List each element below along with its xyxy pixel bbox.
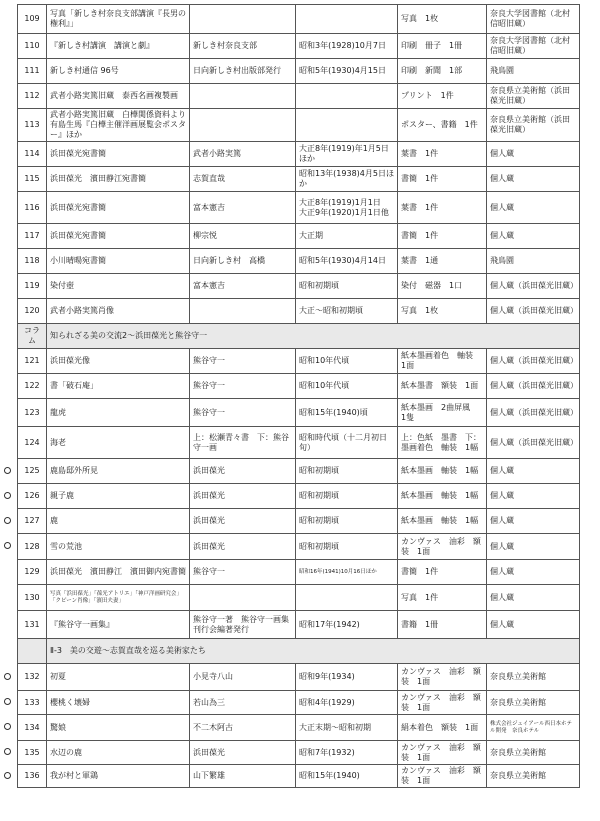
circle-mark-icon <box>4 517 11 524</box>
item-owner: 個人蔵（浜田葆光旧蔵） <box>487 274 580 299</box>
item-owner: 個人蔵 <box>487 224 580 249</box>
item-date: 昭和初期頃 <box>296 484 398 509</box>
item-author: 日向新しき村出版部発行 <box>190 59 296 84</box>
item-owner: 奈良県立美術館（浜田葆光旧蔵） <box>487 109 580 142</box>
item-medium: 紙本墨画着色 軸装 1面 <box>398 349 487 374</box>
item-number: 111 <box>18 59 47 84</box>
item-number: 124 <box>18 427 47 459</box>
item-number: 130 <box>18 585 47 611</box>
item-date <box>296 109 398 142</box>
section-title: 知られざる美の交流2〜浜田葆光と熊谷守一 <box>47 324 580 349</box>
item-title: 『熊谷守一画集』 <box>47 611 190 639</box>
table-row <box>18 374 580 399</box>
item-author: 浜田葆光 <box>190 509 296 534</box>
item-number: 134 <box>18 715 47 741</box>
item-owner: 飛鳥園 <box>487 249 580 274</box>
item-medium: 紙本墨画 軸装 1幅 <box>398 459 487 484</box>
item-number: 126 <box>18 484 47 509</box>
item-number: 113 <box>18 109 47 142</box>
table-row <box>18 765 580 788</box>
catalog-body <box>18 5 580 788</box>
table-row <box>18 399 580 427</box>
item-date: 昭和初期頃 <box>296 459 398 484</box>
item-date: 昭和13年(1938)4月5日ほか <box>296 167 398 192</box>
item-medium: 書籍 1冊 <box>398 611 487 639</box>
item-title: 染付壺 <box>47 274 190 299</box>
item-number: 127 <box>18 509 47 534</box>
item-author: 熊谷守一 <box>190 374 296 399</box>
table-row <box>18 741 580 765</box>
table-row <box>18 459 580 484</box>
item-title: 初夏 <box>47 664 190 691</box>
item-author: 熊谷守一著 熊谷守一画集刊行会編著発行 <box>190 611 296 639</box>
item-date: 昭和時代頃（十二月初日旬） <box>296 427 398 459</box>
item-number: 128 <box>18 534 47 560</box>
item-date: 昭和9年(1934) <box>296 664 398 691</box>
item-date: 昭和5年(1930)4月14日 <box>296 249 398 274</box>
item-date <box>296 585 398 611</box>
item-medium: 写真 1件 <box>398 585 487 611</box>
item-owner: 個人蔵（浜田葆光旧蔵） <box>487 374 580 399</box>
item-medium: 葉書 1件 <box>398 142 487 167</box>
item-owner: 奈良県立美術館（浜田葆光旧蔵） <box>487 84 580 109</box>
item-owner: 奈良県立美術館 <box>487 664 580 691</box>
item-number: 120 <box>18 299 47 324</box>
item-date: 昭和16年(1941)10月16日ほか <box>296 560 398 585</box>
circle-mark-icon <box>4 748 11 755</box>
item-title: 浜田葆光宛書簡 <box>47 192 190 224</box>
item-medium: 印刷 冊子 1冊 <box>398 34 487 59</box>
item-owner: 個人蔵 <box>487 585 580 611</box>
item-title: 武者小路実篤旧蔵 白樺関係資料より 有島生馬『白樺主催洋画展覧会ポスター』ほか <box>47 109 190 142</box>
item-title: 雪の荒池 <box>47 534 190 560</box>
item-author <box>190 299 296 324</box>
item-owner: 個人蔵 <box>487 192 580 224</box>
item-medium: 書簡 1件 <box>398 167 487 192</box>
item-author: 富本憲吉 <box>190 192 296 224</box>
table-row <box>18 84 580 109</box>
item-medium: カンヴァス 油彩 額装 1面 <box>398 691 487 715</box>
item-title: 我が村と軍鶏 <box>47 765 190 788</box>
item-number: 122 <box>18 374 47 399</box>
item-date: 大正8年(1919)年1月5日ほか <box>296 142 398 167</box>
circle-mark-icon <box>4 698 11 705</box>
item-title: 書「破石庵」 <box>47 374 190 399</box>
item-date: 昭和初期頃 <box>296 274 398 299</box>
table-row <box>18 109 580 142</box>
item-number: 131 <box>18 611 47 639</box>
item-title: 小川晴暘宛書簡 <box>47 249 190 274</box>
item-owner: 奈良県立美術館 <box>487 765 580 788</box>
circle-mark-icon <box>4 542 11 549</box>
table-row <box>18 484 580 509</box>
item-date <box>296 5 398 34</box>
item-author: 日向新しき村 高橋 <box>190 249 296 274</box>
item-owner: 個人蔵（浜田葆光旧蔵） <box>487 349 580 374</box>
item-author: 熊谷守一 <box>190 399 296 427</box>
item-author: 小見寺八山 <box>190 664 296 691</box>
item-medium: カンヴァス 油彩 額装 1面 <box>398 664 487 691</box>
table-row <box>18 349 580 374</box>
item-author: 山下繁雄 <box>190 765 296 788</box>
item-date: 大正末期〜昭和初期 <box>296 715 398 741</box>
item-title: 写真「新しき村奈良支部講演『長男の権利』」 <box>47 5 190 34</box>
table-row <box>18 427 580 459</box>
table-row <box>18 59 580 84</box>
table-row <box>18 611 580 639</box>
table-row <box>18 715 580 741</box>
item-title: 海老 <box>47 427 190 459</box>
item-number: 116 <box>18 192 47 224</box>
table-row <box>18 192 580 224</box>
item-date: 昭和10年代頃 <box>296 349 398 374</box>
circle-mark-icon <box>4 723 11 730</box>
catalog-table <box>17 4 580 788</box>
item-number: 112 <box>18 84 47 109</box>
item-number: 125 <box>18 459 47 484</box>
item-title: 武者小路実篤肖像 <box>47 299 190 324</box>
circle-mark-icon <box>4 467 11 474</box>
item-title: 櫻桃く壊婦 <box>47 691 190 715</box>
table-row <box>18 664 580 691</box>
table-row <box>18 142 580 167</box>
item-number: 136 <box>18 765 47 788</box>
item-owner: 個人蔵 <box>487 167 580 192</box>
item-date: 昭和10年代頃 <box>296 374 398 399</box>
item-number: 132 <box>18 664 47 691</box>
item-number: 135 <box>18 741 47 765</box>
item-owner: 奈良県立美術館 <box>487 741 580 765</box>
item-owner: 個人蔵 <box>487 509 580 534</box>
item-number: 118 <box>18 249 47 274</box>
section-title: Ⅱ-3 美の交遊〜志賀直哉を巡る美術家たち <box>47 639 580 664</box>
item-author <box>190 109 296 142</box>
item-author <box>190 5 296 34</box>
item-number: 109 <box>18 5 47 34</box>
item-medium: 染付 磁器 1口 <box>398 274 487 299</box>
item-author: 不二木阿古 <box>190 715 296 741</box>
table-row <box>18 274 580 299</box>
item-owner: 個人蔵 <box>487 611 580 639</box>
item-title: 写真「浜田葆光」「葆光アトリエ」「神戸洋画研究会」「クピーン肖像」「濱田夫妻」 <box>47 585 190 611</box>
item-number: 117 <box>18 224 47 249</box>
item-author: 志賀直哉 <box>190 167 296 192</box>
item-owner: 個人蔵 <box>487 142 580 167</box>
section-label <box>18 639 47 664</box>
item-author: 浜田葆光 <box>190 459 296 484</box>
item-date: 昭和3年(1928)10月7日 <box>296 34 398 59</box>
item-author: 上：松瀬青々書 下：熊谷守一画 <box>190 427 296 459</box>
item-author <box>190 585 296 611</box>
table-row <box>18 299 580 324</box>
item-title: 驚娘 <box>47 715 190 741</box>
table-row <box>18 585 580 611</box>
table-row <box>18 224 580 249</box>
item-author: 熊谷守一 <box>190 349 296 374</box>
item-medium: 紙本墨画 軸装 1幅 <box>398 484 487 509</box>
item-author <box>190 84 296 109</box>
item-title: 『新しき村講演 講演と劇』 <box>47 34 190 59</box>
item-number: 114 <box>18 142 47 167</box>
item-title: 浜田葆光 濱田静江 濱田御内宛書簡 <box>47 560 190 585</box>
item-medium: 絹本着色 額装 1面 <box>398 715 487 741</box>
item-owner: 株式会社ジェイアール西日本ホテル開発 奈良ホテル <box>487 715 580 741</box>
item-owner: 個人蔵 <box>487 459 580 484</box>
table-row <box>18 249 580 274</box>
item-medium: 印刷 新聞 1部 <box>398 59 487 84</box>
item-title: 浜田葆光宛書簡 <box>47 142 190 167</box>
item-author: 武者小路実篤 <box>190 142 296 167</box>
item-medium: 紙本墨画 軸装 1幅 <box>398 509 487 534</box>
circle-mark-icon <box>4 772 11 779</box>
item-title: 鹿 <box>47 509 190 534</box>
item-author: 新しき村奈良支部 <box>190 34 296 59</box>
item-author: 浜田葆光 <box>190 741 296 765</box>
item-author: 浜田葆光 <box>190 534 296 560</box>
item-author: 柳宗悦 <box>190 224 296 249</box>
table-row <box>18 5 580 34</box>
item-number: 129 <box>18 560 47 585</box>
item-owner: 奈良大学図書館（北村信昭旧蔵） <box>487 5 580 34</box>
item-date: 昭和初期頃 <box>296 509 398 534</box>
item-medium: 紙本墨書 額装 1面 <box>398 374 487 399</box>
item-number: 115 <box>18 167 47 192</box>
item-title: 龍虎 <box>47 399 190 427</box>
table-row <box>18 167 580 192</box>
item-medium: 書簡 1件 <box>398 224 487 249</box>
item-owner: 飛鳥園 <box>487 59 580 84</box>
item-medium: カンヴァス 油彩 額装 1面 <box>398 765 487 788</box>
item-number: 121 <box>18 349 47 374</box>
item-medium: 葉書 1通 <box>398 249 487 274</box>
item-author: 熊谷守一 <box>190 560 296 585</box>
item-date: 大正8年(1919)1月1日 大正9年(1920)1月1日他 <box>296 192 398 224</box>
item-medium: カンヴァス 油彩 額装 1面 <box>398 534 487 560</box>
table-row <box>18 691 580 715</box>
section-row-column <box>18 324 580 349</box>
item-medium: 紙本墨画 2曲屏風 1隻 <box>398 399 487 427</box>
item-date: 昭和初期頃 <box>296 534 398 560</box>
item-date: 大正〜昭和初期頃 <box>296 299 398 324</box>
item-owner: 奈良県立美術館 <box>487 691 580 715</box>
item-medium: 上：色紙 墨書 下：墨画着色 軸装 1幅 <box>398 427 487 459</box>
item-author: 若山為三 <box>190 691 296 715</box>
circle-mark-icon <box>4 673 11 680</box>
table-row <box>18 509 580 534</box>
item-owner: 個人蔵 <box>487 560 580 585</box>
table-row <box>18 34 580 59</box>
item-author: 富本憲吉 <box>190 274 296 299</box>
table-row <box>18 534 580 560</box>
item-date: 昭和17年(1942) <box>296 611 398 639</box>
item-date: 昭和15年(1940)頃 <box>296 399 398 427</box>
item-title: 鹿島邸外所見 <box>47 459 190 484</box>
item-number: 133 <box>18 691 47 715</box>
item-medium: 写真 1枚 <box>398 5 487 34</box>
item-medium: プリント 1件 <box>398 84 487 109</box>
item-medium: 葉書 1件 <box>398 192 487 224</box>
section-row-ii3 <box>18 639 580 664</box>
item-medium: 写真 1枚 <box>398 299 487 324</box>
item-owner: 個人蔵（浜田葆光旧蔵） <box>487 399 580 427</box>
item-date <box>296 84 398 109</box>
item-medium: カンヴァス 油彩 額装 1面 <box>398 741 487 765</box>
item-title: 親子鹿 <box>47 484 190 509</box>
item-owner: 個人蔵（浜田葆光旧蔵） <box>487 427 580 459</box>
item-title: 浜田葆光 濱田静江宛書簡 <box>47 167 190 192</box>
item-title: 浜田葆光宛書簡 <box>47 224 190 249</box>
item-owner: 個人蔵 <box>487 484 580 509</box>
item-owner: 奈良大学図書館（北村信昭旧蔵） <box>487 34 580 59</box>
item-title: 新しき村通信 96号 <box>47 59 190 84</box>
item-title: 武者小路実篤旧蔵 泰西名画複製画 <box>47 84 190 109</box>
item-medium: ポスター、書籍 1件 <box>398 109 487 142</box>
item-date: 大正期 <box>296 224 398 249</box>
item-number: 123 <box>18 399 47 427</box>
circle-mark-icon <box>4 492 11 499</box>
item-medium: 書簡 1件 <box>398 560 487 585</box>
item-date: 昭和7年(1932) <box>296 741 398 765</box>
table-row <box>18 560 580 585</box>
item-date: 昭和4年(1929) <box>296 691 398 715</box>
item-number: 119 <box>18 274 47 299</box>
item-number: 110 <box>18 34 47 59</box>
item-date: 昭和15年(1940) <box>296 765 398 788</box>
item-date: 昭和5年(1930)4月15日 <box>296 59 398 84</box>
item-owner: 個人蔵（浜田葆光旧蔵） <box>487 299 580 324</box>
section-label: コラム <box>18 324 47 349</box>
item-title: 水辺の鹿 <box>47 741 190 765</box>
item-owner: 個人蔵 <box>487 534 580 560</box>
item-author: 浜田葆光 <box>190 484 296 509</box>
item-title: 浜田葆光像 <box>47 349 190 374</box>
